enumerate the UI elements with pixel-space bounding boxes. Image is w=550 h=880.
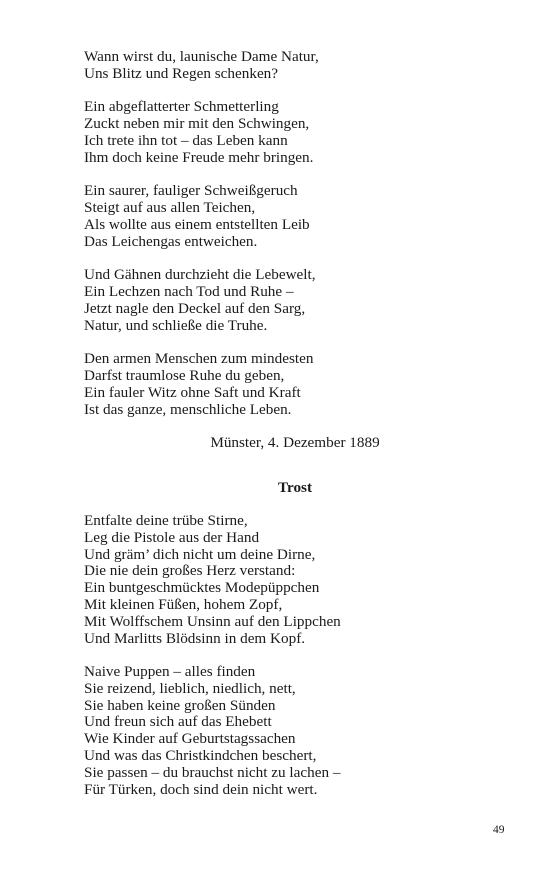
verse-line: Für Türken, doch sind dein nicht wert. [84,780,318,798]
verse-line: Das Leichengas entweichen. [84,232,258,250]
stanza [84,267,484,334]
poem-title: Trost [277,479,313,497]
verse-line: Zuckt neben mir mit den Schwingen, [84,115,310,133]
page-number: 49 [493,824,505,836]
verse-line: Sie passen – du brauchst nicht zu lachen – [84,763,341,781]
verse-line: Ist das ganze, menschliche Leben. [84,400,292,418]
verse-line: Ich trete ihn tot – das Leben kann [84,131,288,149]
verse-line: Mit Wolffschem Unsinn auf den Lippchen [84,612,341,630]
verse-line: Ein abgeflatterter Schmetterling [84,98,279,116]
verse-line: Leg die Pistole aus der Hand [84,528,260,546]
verse-line: Jetzt nagle den Deckel auf den Sarg, [84,299,306,317]
page-content [84,49,484,815]
verse-line: Ein buntgeschmücktes Modepüppchen [84,579,320,597]
verse-line: Entfalte deine trübe Stirne, [84,511,248,529]
verse-line: Ein saurer, fauliger Schweißgeruch [84,182,298,200]
verse-line: Wann wirst du, launische Dame Natur, [84,48,319,65]
verse-line: Steigt auf aus allen Teichen, [84,199,256,217]
verse-line: Sie reizend, lieblich, niedlich, nett, [84,679,296,697]
poem-1 [84,49,484,452]
verse-line: Als wollte aus einem entstellten Leib [84,215,310,233]
verse-line: Wie Kinder auf Geburtstagssachen [84,730,296,748]
stanza [84,49,484,83]
verse-line: Ein Lechzen nach Tod und Ruhe – [84,283,294,301]
verse-line: Und Gähnen durchzieht die Lebewelt, [84,266,316,284]
verse-line: Die nie dein großes Herz verstand: [84,562,296,580]
verse-line: Sie haben keine großen Sünden [84,696,276,714]
poem-2 [84,480,484,798]
verse-line: Und freun sich auf das Ehebett [84,713,272,731]
verse-line: Darfst traumlose Ruhe du geben, [84,367,285,385]
verse-line: Den armen Menschen zum mindesten [84,350,314,368]
poem-dateline: Münster, 4. Dezember 1889 [210,434,380,452]
stanza [84,664,484,798]
stanza [84,513,484,647]
verse-line: Mit kleinen Füßen, hohem Zopf, [84,595,283,613]
stanza [84,351,484,418]
verse-line: Ein fauler Witz ohne Saft und Kraft [84,383,301,401]
verse-line: Uns Blitz und Regen schenken? [84,64,279,82]
verse-line: Und gräm’ dich nicht um deine Dirne, [84,545,316,563]
verse-line: Und was das Christkindchen beschert, [84,747,317,765]
verse-line: Natur, und schließe die Truhe. [84,316,268,334]
verse-line: Naive Puppen – alles finden [84,663,256,681]
verse-line: Und Marlitts Blödsinn in dem Kopf. [84,629,306,647]
verse-line: Ihm doch keine Freude mehr bringen. [84,148,314,166]
stanza [84,183,484,250]
stanza [84,99,484,166]
